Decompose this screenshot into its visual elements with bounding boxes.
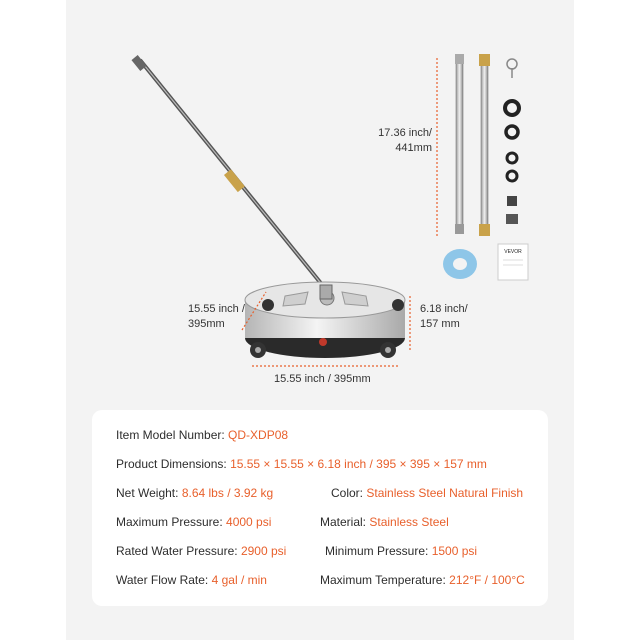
spec-max-pressure [116,515,271,529]
spec-color [331,486,523,500]
swivel-indicator [319,338,327,346]
spec-label: Minimum Pressure: [325,544,429,558]
spec-value: 8.64 lbs / 3.92 kg [181,486,274,500]
spec-value: 212°F / 100°C [449,573,525,587]
spec-label: Color: [331,486,364,500]
cleaner-depth-label: 15.55 inch / 395mm [188,303,245,330]
spec-label: Item Model Number: [116,428,225,442]
spec-dimensions [116,457,487,471]
manual-brand: VEVOR [504,249,522,255]
spray-wand [131,55,328,292]
spec-label: Product Dimensions: [116,457,227,471]
rod-length-label: 17.36 inch/ 441mm [378,127,432,154]
spec-value: 4 gal / min [211,573,267,587]
cleaner-width-label: 15.55 inch / 395mm [274,373,371,385]
spec-flow-rate [116,573,267,587]
spec-value: 15.55 × 15.55 × 6.18 inch / 395 × 395 × 157 mm [230,457,487,471]
spec-value: 2900 psi [240,544,287,558]
extension-rods [455,54,490,236]
spec-min-pressure [325,544,477,558]
thread-tape [443,249,477,279]
spec-label: Maximum Pressure: [116,515,223,529]
spec-label: Rated Water Pressure: [116,544,238,558]
brass-coupler [224,169,245,192]
spec-max-temperature [320,573,525,587]
spec-value: 4000 psi [226,515,272,529]
surface-cleaner [245,282,405,358]
spec-label: Net Weight: [116,486,179,500]
user-manual [498,244,528,280]
spec-value: Stainless Steel [369,515,449,529]
spec-rated-pressure [116,544,286,558]
spec-model [116,428,288,442]
spec-value: 1500 psi [431,544,478,558]
spec-material [320,515,449,529]
spec-label: Material: [320,515,367,529]
spec-value: QD-XDP08 [228,428,289,442]
spec-label: Maximum Temperature: [320,573,446,587]
o-rings [505,59,519,224]
spec-weight [116,486,273,500]
cleaner-height-label: 6.18 inch/ 157 mm [420,303,468,330]
spec-label: Water Flow Rate: [116,573,209,587]
spec-value: Stainless Steel Natural Finish [366,486,524,500]
